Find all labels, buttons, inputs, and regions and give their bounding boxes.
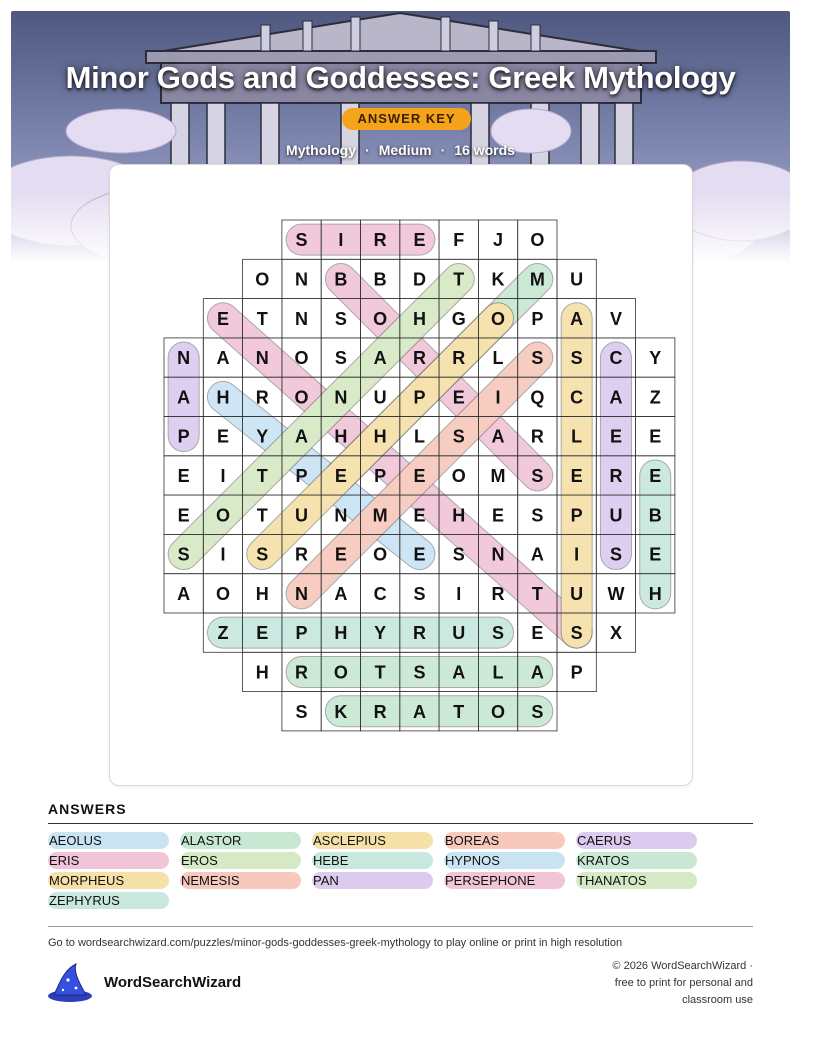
grid-letter: S (531, 465, 544, 486)
grid-letter: E (177, 465, 190, 486)
copyright-line: free to print for personal and (614, 977, 753, 989)
grid-letter: N (334, 387, 348, 408)
grid-letter: H (216, 387, 230, 408)
grid-letter: V (609, 308, 622, 329)
puzzle-meta (11, 142, 790, 158)
grid-letter: H (255, 583, 269, 604)
grid-letter: J (493, 230, 504, 251)
answer-key-badge: ANSWER KEY (342, 108, 471, 130)
brand-name: WordSearchWizard (104, 974, 242, 991)
grid-letter: R (412, 623, 426, 644)
grid-letter: P (531, 308, 544, 329)
answer-word: NEMESIS (180, 872, 301, 889)
grid-letter: C (373, 583, 387, 604)
grid-letter: H (373, 426, 387, 447)
grid-letter: S (256, 544, 269, 565)
grid-letter: I (338, 230, 344, 251)
grid-letter: E (609, 426, 622, 447)
grid-letter: N (295, 583, 309, 604)
answer-word: ERIS (48, 852, 169, 869)
grid-letter: S (570, 348, 583, 369)
grid-letter: A (530, 662, 544, 683)
grid-letter: O (255, 269, 270, 290)
grid-letter: R (452, 348, 466, 369)
grid-letter: C (570, 387, 584, 408)
footer-url-text: Go to wordsearchwizard.com/puzzles/minor-gods-goddesses-greek-mythology to play online or print in high resolution (48, 937, 623, 949)
grid-letter: S (413, 662, 426, 683)
grid-letter: W (607, 583, 625, 604)
grid-letter: T (256, 465, 268, 486)
grid-letter: A (570, 308, 584, 329)
grid-letter: E (177, 505, 190, 526)
grid-letter: S (177, 544, 190, 565)
grid-letter: M (372, 505, 388, 526)
grid-letter: N (295, 269, 309, 290)
grid-letter: A (177, 583, 191, 604)
grid-letter: S (413, 583, 426, 604)
grid-letter: F (453, 230, 465, 251)
answer-word: PAN (312, 872, 433, 889)
grid-letter: K (334, 701, 348, 722)
grid-letter: D (412, 269, 426, 290)
grid-letter: U (609, 505, 623, 526)
grid-letter: O (451, 465, 466, 486)
grid-letter: L (571, 426, 583, 447)
grid-letter: N (295, 308, 309, 329)
grid-letter: U (373, 387, 387, 408)
grid-letter: T (256, 308, 268, 329)
answer-word: ASCLEPIUS (312, 832, 433, 849)
grid-letter: O (373, 544, 388, 565)
answer-word: HYPNOS (444, 852, 565, 869)
answers-divider (48, 823, 753, 824)
footer-divider (48, 926, 753, 927)
answer-word: CAERUS (576, 832, 697, 849)
grid-letter: N (491, 544, 505, 565)
grid-letter: B (334, 269, 348, 290)
answer-word: BOREAS (444, 832, 565, 849)
answer-word: KRATOS (576, 852, 697, 869)
grid-letter: U (452, 623, 466, 644)
grid-letter: E (413, 544, 426, 565)
grid-letter: X (609, 623, 622, 644)
answer-word: MORPHEUS (48, 872, 169, 889)
grid-letter: H (412, 308, 426, 329)
grid-letter: A (609, 387, 623, 408)
grid-letter: I (495, 387, 501, 408)
grid-letter: A (452, 662, 466, 683)
grid-letter: E (452, 387, 465, 408)
grid-letter: S (452, 426, 465, 447)
answer-word: PERSEPHONE (444, 872, 565, 889)
grid-letter: A (295, 426, 309, 447)
grid-letter: G (451, 308, 466, 329)
grid-letter: E (216, 426, 229, 447)
grid-letter: N (177, 348, 191, 369)
grid-letter: I (574, 544, 580, 565)
grid-letter: S (334, 348, 347, 369)
grid-letter: L (413, 426, 425, 447)
grid-letter: B (648, 505, 662, 526)
grid-letter: P (295, 465, 308, 486)
meta-separator: · (365, 142, 370, 158)
grid-letter: O (491, 308, 506, 329)
grid-letter: A (373, 348, 387, 369)
grid-letter: A (530, 544, 544, 565)
grid-letter: M (529, 269, 545, 290)
wizard-hat-icon (46, 962, 94, 1004)
grid-letter: S (570, 623, 583, 644)
grid-letter: P (177, 426, 190, 447)
grid-letter: T (453, 269, 465, 290)
letter-grid (110, 165, 692, 785)
grid-letter: Q (530, 387, 545, 408)
grid-letter: I (456, 583, 462, 604)
grid-letter: R (491, 583, 505, 604)
grid-letter: A (412, 701, 426, 722)
grid-letter: O (530, 230, 545, 251)
grid-letter: N (255, 348, 269, 369)
answer-word: EROS (180, 852, 301, 869)
grid-letter: R (373, 701, 387, 722)
grid-letter: R (373, 230, 387, 251)
grid-letter: E (649, 465, 662, 486)
grid-letter: O (294, 348, 309, 369)
grid-letter: H (255, 662, 269, 683)
copyright-line: classroom use (682, 994, 753, 1006)
grid-letter: S (609, 544, 622, 565)
grid-letter: O (294, 387, 309, 408)
grid-letter: E (531, 623, 544, 644)
answer-word: HEBE (312, 852, 433, 869)
grid-letter: S (492, 623, 505, 644)
grid-letter: Z (649, 387, 661, 408)
word-count-label: 16 words (454, 142, 515, 158)
grid-letter: E (413, 465, 426, 486)
grid-letter: S (452, 544, 465, 565)
grid-letter: H (452, 505, 466, 526)
grid-letter: A (216, 348, 230, 369)
grid-letter: S (531, 701, 544, 722)
grid-letter: N (334, 505, 348, 526)
grid-letter: E (216, 308, 229, 329)
grid-letter: P (374, 465, 387, 486)
grid-letter: R (295, 544, 309, 565)
grid-letter: A (334, 583, 348, 604)
grid-letter: S (531, 348, 544, 369)
grid-letter: E (570, 465, 583, 486)
grid-letter: R (530, 426, 544, 447)
grid-letter: S (531, 505, 544, 526)
copyright-notice (553, 958, 753, 1009)
grid-letter: S (295, 701, 308, 722)
grid-letter: H (334, 623, 348, 644)
grid-letter: C (609, 348, 623, 369)
grid-letter: E (334, 465, 347, 486)
meta-separator: · (440, 142, 446, 158)
grid-letter: E (334, 544, 347, 565)
grid-letter: L (492, 662, 504, 683)
grid-letter: T (374, 662, 386, 683)
grid-letter: T (453, 701, 465, 722)
grid-letter: Y (649, 348, 662, 369)
grid-letter: P (295, 623, 308, 644)
grid-letter: O (215, 505, 230, 526)
grid-letter: A (177, 387, 191, 408)
grid-letter: B (373, 269, 387, 290)
grid-letter: M (490, 465, 506, 486)
grid-letter: Z (217, 623, 229, 644)
grid-letter: U (570, 583, 584, 604)
grid-letter: L (492, 348, 504, 369)
answer-word: ZEPHYRUS (48, 892, 169, 909)
grid-letter: I (220, 544, 226, 565)
answer-word: AEOLUS (48, 832, 169, 849)
grid-letter: O (373, 308, 388, 329)
category-label: Mythology (286, 142, 357, 158)
grid-letter: S (334, 308, 347, 329)
grid-letter: E (649, 426, 662, 447)
grid-letter: Y (374, 623, 387, 644)
grid-letter: O (333, 662, 348, 683)
page-title: Minor Gods and Goddesses: Greek Mythology (65, 60, 736, 95)
grid-letter: Y (256, 426, 269, 447)
grid-letter: U (570, 269, 584, 290)
answer-word: ALASTOR (180, 832, 301, 849)
grid-letter: R (609, 465, 623, 486)
grid-letter: R (255, 387, 269, 408)
answers-heading: ANSWERS (48, 801, 127, 817)
answer-word: THANATOS (576, 872, 697, 889)
grid-letter: T (531, 583, 543, 604)
grid-letter: O (491, 701, 506, 722)
grid-letter: S (295, 230, 308, 251)
grid-letter: H (648, 583, 662, 604)
grid-letter: E (413, 230, 426, 251)
grid-letter: P (570, 505, 583, 526)
copyright-line: © 2026 WordSearchWizard · (612, 960, 753, 972)
grid-letter: O (215, 583, 230, 604)
grid-letter: I (220, 465, 226, 486)
grid-letter: T (256, 505, 268, 526)
grid-letter: U (295, 505, 309, 526)
grid-letter: E (649, 544, 662, 565)
grid-letter: H (334, 426, 348, 447)
grid-letter: R (295, 662, 309, 683)
grid-letter: P (413, 387, 426, 408)
grid-letter: R (412, 348, 426, 369)
grid-letter: P (570, 662, 583, 683)
puzzle-card (109, 164, 693, 786)
grid-letter: E (256, 623, 269, 644)
difficulty-label: Medium (378, 142, 432, 158)
grid-letter: E (413, 505, 426, 526)
grid-letter: E (492, 505, 505, 526)
grid-letter: A (491, 426, 505, 447)
grid-letter: K (491, 269, 505, 290)
